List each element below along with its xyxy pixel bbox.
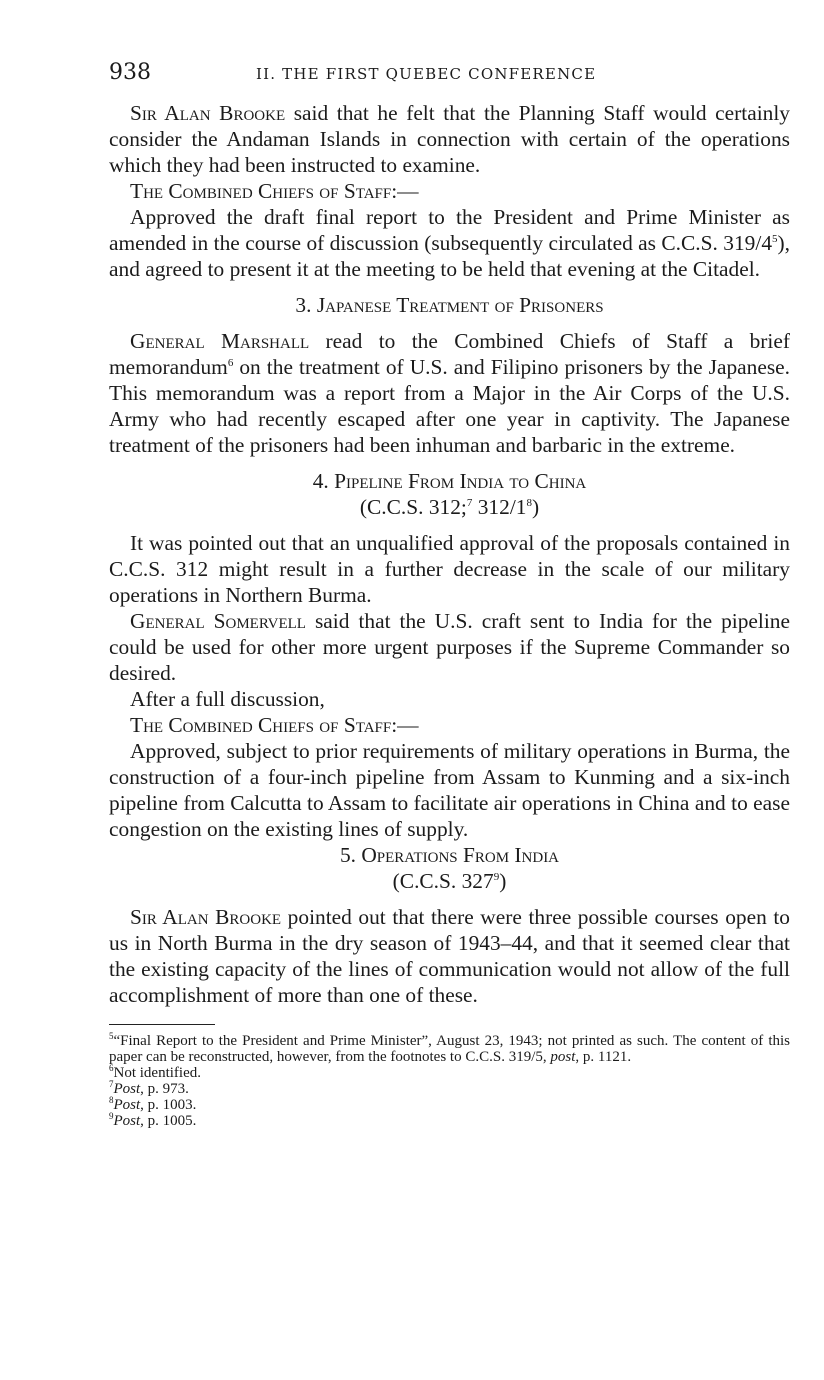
- footnote-text: , p. 1005.: [140, 1113, 197, 1129]
- section-title: Operations From India: [361, 843, 560, 867]
- footnote-divider: [109, 1024, 215, 1025]
- section-heading: [109, 468, 790, 494]
- running-header: [109, 60, 790, 100]
- footnote-text: “Final Report to the President and Prime Minister”, August 23, 1943; not printed as such. The content of this paper can be reconstructed, however, from the footnotes to C.C.S. 319/5,: [109, 1033, 790, 1065]
- paragraph: It was pointed out that an unqualified approval of the proposals contained in C.C.S. 312 might result in a further decrease in the scale of our military operations in Northern Burma.: [109, 531, 790, 607]
- footnote-text: Post: [113, 1113, 141, 1129]
- footnote-text: Post: [113, 1081, 141, 1097]
- section-title: Pipeline From India to China: [334, 469, 587, 493]
- paragraph: After a full discussion,: [130, 687, 325, 711]
- running-title: II. THE FIRST QUEBEC CONFERENCE: [256, 65, 597, 83]
- footnote-mark: 8: [109, 1095, 114, 1105]
- paragraph: [109, 204, 790, 282]
- citation: 312/1: [472, 495, 527, 519]
- paragraph-text: said that the U.S. craft sent to India for the pipeline could be used for other more urgent purposes if the Supreme Commander so desired.: [109, 609, 790, 685]
- citation: ): [499, 869, 507, 893]
- speaker-name: Sir Alan Brooke: [130, 905, 282, 929]
- paragraph: [109, 328, 790, 458]
- committee-label: The Combined Chiefs of Staff: [130, 713, 392, 737]
- footnote-text: post: [550, 1049, 576, 1065]
- paragraph: [109, 100, 790, 178]
- section-subheading: [109, 868, 790, 894]
- page-number: 938: [109, 60, 151, 85]
- paragraph-text: ), and agreed to present it at the meeting to be held that evening at the Citadel.: [109, 231, 790, 281]
- citation: (C.C.S. 327: [392, 869, 494, 893]
- footnote-text: , p. 1121.: [575, 1049, 632, 1065]
- footnotes: [109, 1033, 790, 1129]
- main-text: [109, 100, 790, 1008]
- footnote-ref: 9: [493, 870, 500, 883]
- citation: ): [531, 495, 540, 519]
- section-heading: [109, 842, 790, 868]
- speaker-name: General Marshall: [130, 329, 310, 353]
- footnote-ref: 5: [772, 232, 778, 245]
- paragraph-text: read to the Combined Chiefs of Staff a brief memorandum: [109, 329, 790, 379]
- footnote-text: , p. 1003.: [140, 1097, 197, 1113]
- paragraph: [109, 712, 790, 738]
- footnote: [109, 1033, 790, 1065]
- paragraph: Approved, subject to prior requirements of military operations in Burma, the construction of a four-inch pipeline from Assam to Kunming and a six-inch pipeline from Calcutta to Assam to facilitate air operations in China and to ease congestion on the existing lines of supply.: [109, 739, 790, 841]
- footnote: [109, 1081, 790, 1097]
- footnote: [109, 1113, 790, 1129]
- paragraph: [109, 608, 790, 686]
- label-suffix: :—: [391, 179, 419, 203]
- speaker-name: Sir Alan Brooke: [130, 101, 286, 125]
- footnote-text: Not identified.: [113, 1065, 201, 1081]
- speaker-name: General Somervell: [130, 609, 306, 633]
- footnote-text: Post: [113, 1097, 141, 1113]
- footnote-ref: 8: [526, 496, 532, 509]
- section-title: Japanese Treatment of Prisoners: [316, 293, 604, 317]
- footnote-mark: 6: [109, 1063, 114, 1073]
- citation: (C.C.S. 312;: [359, 495, 467, 519]
- label-suffix: :—: [391, 713, 419, 737]
- paragraph: [109, 178, 790, 204]
- footnote-ref: 7: [466, 496, 473, 509]
- footnote: [109, 1065, 790, 1081]
- footnote-mark: 7: [109, 1079, 114, 1089]
- section-subheading: [109, 494, 790, 520]
- paragraph-text: on the treatment of U.S. and Filipino prisoners by the Japanese. This memorandum was a report from a Major in the Air Corps of the U.S. Army who had recently escaped after one year in captivity. The Japanese treatment of the prisoners had been inhuman and barbaric in the extreme.: [109, 355, 790, 457]
- footnote-text: , p. 973.: [140, 1081, 189, 1097]
- footnote: [109, 1097, 790, 1113]
- paragraph-text: Approved the draft final report to the President and Prime Minister as amended in the course of discussion (subsequently circulated as C.C.S. 319/4: [109, 205, 790, 255]
- document-page: [109, 60, 790, 1129]
- paragraph-text: pointed out that there were three possible courses open to us in North Burma in the dry season of 1943–44, and that it seemed clear that the existing capacity of the lines of communication would not allow of the full accomplishment of more than one of these.: [109, 905, 791, 1007]
- paragraph-text: said that he felt that the Planning Staff would certainly consider the Andaman Islands in connection with certain of the operations which they had been instructed to examine.: [109, 101, 790, 177]
- committee-label: The Combined Chiefs of Staff: [130, 179, 392, 203]
- footnote-mark: 5: [109, 1031, 114, 1041]
- footnote-mark: 9: [109, 1111, 114, 1121]
- section-number: 4.: [312, 469, 335, 493]
- section-heading: [109, 292, 790, 318]
- paragraph: [109, 904, 790, 1008]
- section-number: 5.: [339, 843, 362, 867]
- section-number: 3.: [295, 293, 317, 317]
- footnote-ref: 6: [227, 356, 234, 369]
